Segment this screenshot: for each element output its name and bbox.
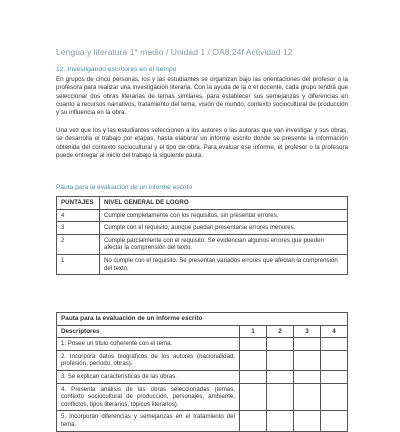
score-box: [321, 383, 348, 411]
score-levels-table: [56, 196, 348, 275]
level-cell: Cumple parcialmente con el requisito. Se evidencian algunos errores que pueden afectar la comprensión del texto.: [100, 234, 348, 254]
table-row: [57, 338, 348, 351]
table-row: [57, 350, 348, 370]
table-row: [57, 234, 348, 254]
level-cell: Cumple completamente con los requisitos, sin presentar errores.: [100, 209, 348, 222]
score-box: [267, 350, 294, 370]
column-header-2: 2: [267, 325, 294, 338]
table-row: [57, 383, 348, 411]
score-box: [294, 338, 321, 351]
rubric-table: [56, 312, 348, 432]
score-box: [321, 411, 348, 431]
table-header-row: [57, 325, 348, 338]
page-header: Lengua y literatura 1° medio / Unidad 1 / OA8;24f Actividad 12: [56, 47, 293, 57]
column-header-level: NIVEL GENERAL DE LOGRO: [100, 197, 348, 210]
column-header-1: 1: [240, 325, 267, 338]
score-box: [240, 370, 267, 383]
descriptor-cell: 2. Incorpora datos biográficos de los autores (nacionalidad, profesión, período, obras).: [57, 350, 240, 370]
score-box: [294, 383, 321, 411]
score-cell: 4: [57, 209, 100, 222]
column-header-scores: PUNTAJES: [57, 197, 100, 210]
score-box: [240, 383, 267, 411]
score-box: [240, 338, 267, 351]
column-header-descriptors: Descriptores: [57, 325, 240, 338]
descriptor-cell: 4. Presenta análisis de las obras seleccionadas (temas, contexto sociocultural de producción, personajes, ambiente, conflictos, tipos literarios, tópicos literarios).: [57, 383, 240, 411]
column-header-3: 3: [294, 325, 321, 338]
level-cell: Cumple con el requisito, aunque puedan presentarse errores menores.: [100, 222, 348, 235]
score-box: [267, 338, 294, 351]
score-box: [321, 350, 348, 370]
table-row: [57, 222, 348, 235]
score-box: [267, 370, 294, 383]
table-row: [57, 209, 348, 222]
score-box: [294, 370, 321, 383]
table-row: [57, 254, 348, 274]
rubric-table-title: Pauta para la evaluación de un informe escrito: [57, 313, 348, 326]
score-box: [321, 338, 348, 351]
score-box: [240, 411, 267, 431]
score-box: [294, 350, 321, 370]
rubric-title-row: [57, 313, 348, 326]
score-box: [240, 350, 267, 370]
table-header-row: [57, 197, 348, 210]
score-box: [267, 383, 294, 411]
score-cell: 3: [57, 222, 100, 235]
table-row: [57, 411, 348, 431]
score-cell: 1: [57, 254, 100, 274]
section-title: 12. Investigando escritores en el tiempo: [56, 66, 177, 73]
paragraph-1: En grupos de cinco personas, los y las estudiantes se organizan bajo las orientaciones del profesor o la profesora para realizar una investigación literaria. Con la ayuda de la o el docente, cada grupo tendrá que seleccionar dos obras literarias de temas similares, para establecer sus semejanzas y diferencias en cuanto a recursos narrativos, tratamiento del tema, visión de mundo, contexto sociocultural de producción y su influencia en la obra.: [56, 76, 348, 117]
descriptor-cell: 3. Se explican características de las obras.: [57, 370, 240, 383]
descriptor-cell: 5. Incorporan diferencias y semejanzas en el tratamiento del tema.: [57, 411, 240, 431]
score-box: [267, 411, 294, 431]
score-box: [321, 370, 348, 383]
level-cell: No cumple con el requisito. Se presentan variados errores que afectan la comprensión del texto.: [100, 254, 348, 274]
score-box: [294, 411, 321, 431]
paragraph-2: Una vez que los y las estudiantes seleccionen a los autores o las autoras que van investigar y sus obras, se desarrolla el trabajo por etapas, hasta elaborar un informe escrito donde se presente la información obtenida del contexto sociocultural y el tipo de obra. Para evaluar ese informe, el profesor o la profesora puede entregar al inicio del trabajo la siguiente pauta.: [56, 127, 348, 159]
descriptor-cell: 1. Posee un título coherente con el tema.: [57, 338, 240, 351]
score-cell: 2: [57, 234, 100, 254]
table-row: [57, 370, 348, 383]
column-header-4: 4: [321, 325, 348, 338]
rubric-title: Pauta para la evaluación de un informe escrito: [56, 184, 192, 191]
